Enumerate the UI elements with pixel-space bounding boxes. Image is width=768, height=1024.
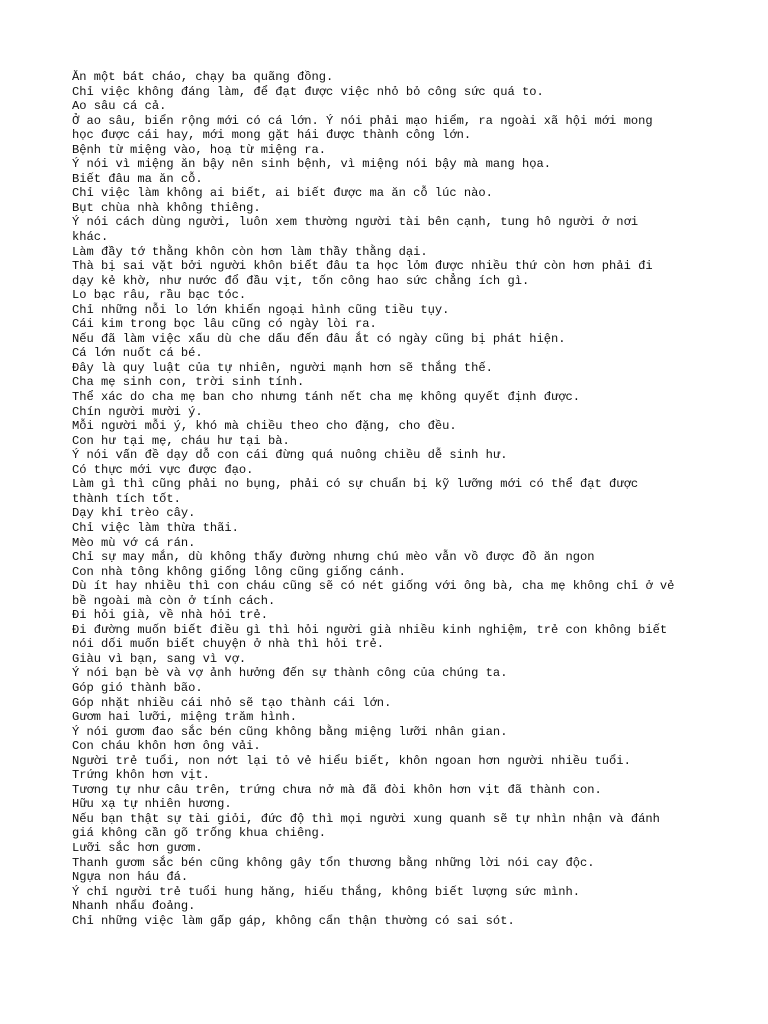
text-line: Bệnh từ miệng vào, hoạ từ miệng ra. — [72, 142, 327, 157]
text-line: Góp gió thành bão. — [72, 680, 203, 695]
text-line: Mèo mù vớ cá rán. — [72, 535, 196, 550]
text-line: Ý nói bạn bè và vợ ảnh hưởng đến sự thành công của chúng ta. — [72, 666, 508, 681]
document-body — [72, 70, 702, 928]
text-line: Con hư tại mẹ, cháu hư tại bà. — [72, 433, 290, 448]
text-line: Đi hỏi già, về nhà hỏi trẻ. — [72, 608, 268, 623]
text-line: Ý nói gươm đao sắc bén cũng không bằng miệng lưỡi nhân gian. — [72, 724, 508, 739]
text-line: Chỉ việc làm thừa thãi. — [72, 520, 239, 535]
text-line: bề ngoài mà còn ở tính cách. — [72, 593, 276, 608]
text-line: Ngựa non háu đá. — [72, 870, 189, 885]
text-line: Ý nói vấn đề dạy dỗ con cái đừng quá nuông chiều dễ sinh hư. — [72, 448, 508, 463]
text-line: Con cháu khôn hơn ông vải. — [72, 739, 261, 754]
text-line: Có thực mới vực được đạo. — [72, 462, 254, 477]
text-line: Lo bạc râu, rầu bạc tóc. — [72, 288, 247, 303]
text-line: Ý chỉ người trẻ tuổi hung hăng, hiếu thắng, không biết lượng sức mình. — [72, 884, 581, 899]
text-line: Cha mẹ sinh con, trời sinh tính. — [72, 375, 305, 390]
text-line: Cá lớn nuốt cá bé. — [72, 346, 203, 361]
text-line: Trứng khôn hơn vịt. — [72, 768, 210, 783]
text-line: Chỉ việc không đáng làm, để đạt được việc nhỏ bỏ công sức quá to. — [72, 84, 544, 99]
text-line: Chỉ những nỗi lo lớn khiến ngoại hình cũng tiều tụy. — [72, 302, 450, 317]
text-line: Chỉ những việc làm gấp gáp, không cẩn thận thường có sai sót. — [72, 913, 515, 928]
text-line: Bụt chùa nhà không thiêng. — [72, 200, 261, 215]
text-line: Mỗi người mỗi ý, khó mà chiều theo cho đặng, cho đều. — [72, 419, 457, 434]
text-line: khác. — [72, 230, 109, 245]
text-line: Ý nói vì miệng ăn bậy nên sinh bệnh, vì miệng nói bậy mà mang họa. — [72, 157, 551, 172]
text-line: Đây là quy luật của tự nhiên, người mạnh hơn sẽ thắng thế. — [72, 360, 493, 375]
text-line: Con nhà tông không giống lông cũng giống cánh. — [72, 564, 406, 579]
text-line: Dạy khỉ trèo cây. — [72, 506, 196, 521]
text-line: Hữu xạ tự nhiên hương. — [72, 797, 232, 812]
text-line: Thể xác do cha mẹ ban cho nhưng tánh nết cha mẹ không quyết định được. — [72, 390, 581, 405]
text-line: dạy kẻ khờ, như nước đổ đầu vịt, tốn công hao sức chẳng ích gì. — [72, 273, 530, 288]
text-line: Ở ao sâu, biển rộng mới có cá lớn. Ý nói phải mạo hiểm, ra ngoài xã hội mới mong — [72, 113, 653, 128]
text-line: Giàu vì bạn, sang vì vợ. — [72, 651, 247, 666]
text-line: Ý nói cách dùng người, luôn xem thường người tài bên cạnh, tung hô người ở nơi — [72, 215, 639, 230]
text-line: Chỉ việc làm không ai biết, ai biết được ma ăn cỗ lúc nào. — [72, 186, 493, 201]
text-line: Dù ít hay nhiều thì con cháu cũng sẽ có nét giống với ông bà, cha mẹ không chỉ ở vẻ — [72, 579, 675, 594]
text-line: Làm gì thì cũng phải no bụng, phải có sự chuẩn bị kỹ lưỡng mới có thể đạt được — [72, 477, 639, 492]
text-line: Ao sâu cá cả. — [72, 99, 167, 114]
text-line: Gươm hai lưỡi, miệng trăm hình. — [72, 710, 297, 725]
text-line: Tương tự như câu trên, trứng chưa nở mà đã đòi khôn hơn vịt đã thành con. — [72, 782, 602, 797]
text-line: giá không cần gõ trống khua chiêng. — [72, 826, 327, 841]
text-line: Thanh gươm sắc bén cũng không gây tổn thương bằng những lời nói cay độc. — [72, 855, 595, 870]
text-line: Cái kim trong bọc lâu cũng có ngày lòi ra. — [72, 317, 377, 332]
text-line: Chín người mười ý. — [72, 404, 203, 419]
text-line: Thà bị sai vặt bởi người khôn biết đâu ta học lỏm được nhiều thứ còn hơn phải đi — [72, 259, 653, 274]
text-line: nói dối muốn biết chuyện ở nhà thì hỏi trẻ. — [72, 637, 385, 652]
text-line: Người trẻ tuổi, non nớt lại tỏ vẻ hiểu biết, khôn ngoan hơn người nhiều tuổi. — [72, 753, 631, 768]
text-line: Biết đâu ma ăn cỗ. — [72, 171, 203, 186]
text-line: Chỉ sự may mắn, dù không thấy đường nhưng chú mèo vẫn vồ được đồ ăn ngon — [72, 550, 595, 565]
text-line: Nếu bạn thật sự tài giỏi, đức độ thì mọi người xung quanh sẽ tự nhìn nhận và đánh — [72, 811, 660, 826]
text-line: thành tích tốt. — [72, 491, 181, 506]
text-line: học được cái hay, mới mong gặt hái được thành công lớn. — [72, 128, 472, 143]
text-line: Ăn một bát cháo, chạy ba quãng đồng. — [72, 70, 334, 84]
text-line: Nhanh nhẩu đoảng. — [72, 899, 196, 914]
text-line: Làm đầy tớ thằng khôn còn hơn làm thầy thằng dại. — [72, 244, 428, 259]
text-line: Góp nhặt nhiều cái nhỏ sẽ tạo thành cái lớn. — [72, 695, 392, 710]
text-line: Nếu đã làm việc xấu dù che dấu đến đâu ắt có ngày cũng bị phát hiện. — [72, 331, 566, 346]
text-line: Lưỡi sắc hơn gươm. — [72, 840, 203, 855]
text-line: Đi đường muốn biết điều gì thì hỏi người già nhiều kinh nghiệm, trẻ con không biết — [72, 622, 668, 637]
